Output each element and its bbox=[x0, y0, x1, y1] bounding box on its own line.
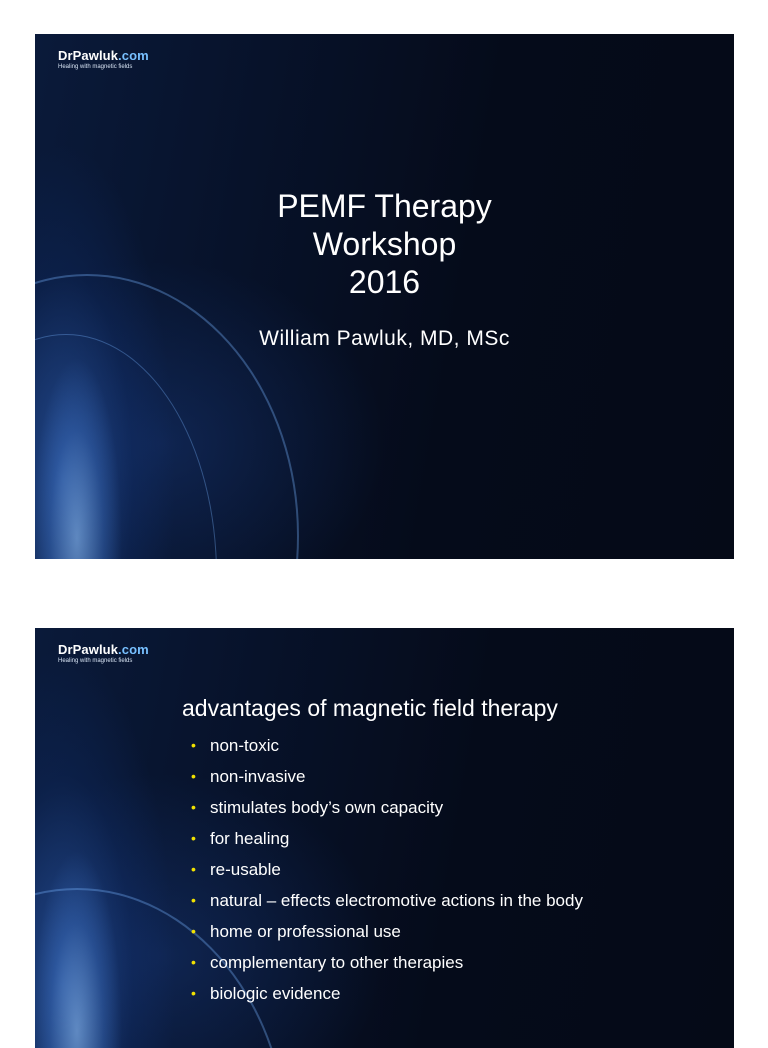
brand-logo bbox=[58, 642, 149, 664]
list-item bbox=[191, 766, 631, 787]
list-item bbox=[191, 797, 631, 818]
author-name: William Pawluk, MD, MSc bbox=[259, 327, 510, 350]
title-line-1: PEMF Therapy bbox=[277, 188, 492, 224]
list-item bbox=[191, 921, 631, 942]
list-item-text: natural – effects electromotive actions in the body bbox=[210, 891, 583, 910]
bullet-icon: • bbox=[191, 923, 196, 939]
title-line-2: Workshop bbox=[312, 226, 457, 262]
list-item bbox=[191, 983, 631, 1004]
brand-logo bbox=[58, 48, 149, 70]
advantages-list bbox=[191, 735, 631, 1014]
list-item-text: non-toxic bbox=[210, 736, 279, 755]
brand-tagline: Healing with magnetic fields bbox=[58, 64, 133, 70]
bullet-icon: • bbox=[191, 830, 196, 846]
brand-name-main: DrPawluk bbox=[58, 642, 119, 657]
list-item-text: re-usable bbox=[210, 860, 281, 879]
list-item bbox=[191, 952, 631, 973]
slide-heading: advantages of magnetic field therapy bbox=[182, 695, 558, 721]
slide-title bbox=[35, 34, 734, 559]
bullet-icon: • bbox=[191, 768, 196, 784]
list-item-text: for healing bbox=[210, 829, 290, 848]
bullet-icon: • bbox=[191, 892, 196, 908]
list-item bbox=[191, 859, 631, 880]
brand-name bbox=[58, 48, 149, 63]
list-item bbox=[191, 735, 631, 756]
list-item-text: home or professional use bbox=[210, 922, 401, 941]
brand-name bbox=[58, 642, 149, 657]
brand-name-tld: .com bbox=[118, 642, 149, 657]
brand-name-main: DrPawluk bbox=[58, 48, 119, 63]
bullet-icon: • bbox=[191, 985, 196, 1001]
list-item bbox=[191, 828, 631, 849]
bullet-icon: • bbox=[191, 954, 196, 970]
slide-title-heading bbox=[35, 187, 734, 301]
brand-name-tld: .com bbox=[118, 48, 149, 63]
brand-tagline: Healing with magnetic fields bbox=[58, 658, 133, 664]
list-item-text: stimulates body’s own capacity bbox=[210, 798, 444, 817]
bullet-icon: • bbox=[191, 737, 196, 753]
list-item bbox=[191, 890, 631, 911]
list-item-text: complementary to other therapies bbox=[210, 953, 464, 972]
bullet-icon: • bbox=[191, 799, 196, 815]
list-item-text: non-invasive bbox=[210, 767, 306, 786]
title-line-3: 2016 bbox=[348, 264, 421, 300]
slide-advantages bbox=[35, 628, 734, 1048]
bullet-icon: • bbox=[191, 861, 196, 877]
list-item-text: biologic evidence bbox=[210, 984, 341, 1003]
